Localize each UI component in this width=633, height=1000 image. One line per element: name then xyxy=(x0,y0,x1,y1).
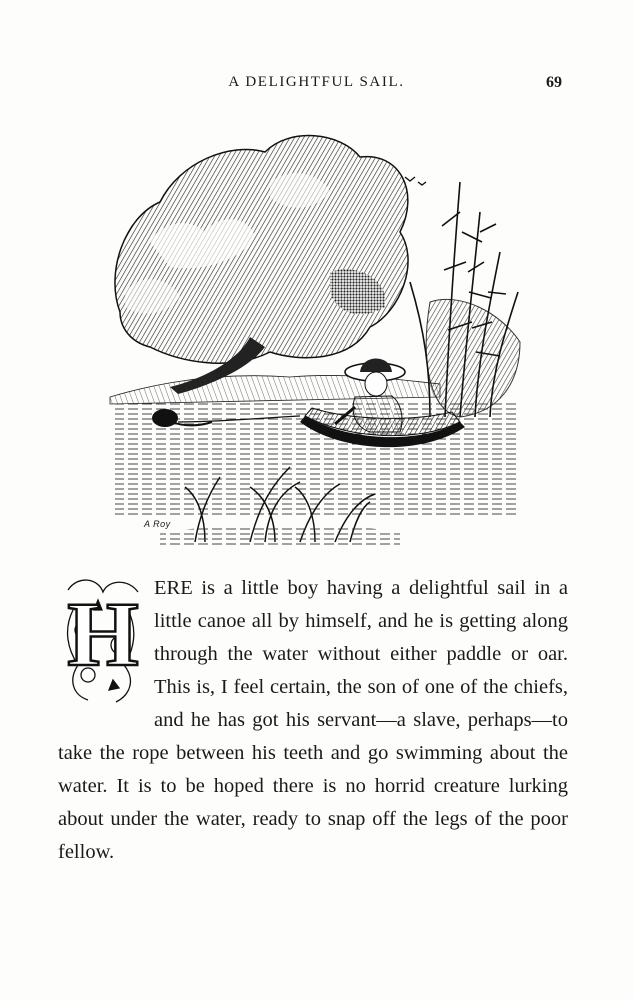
body-text xyxy=(58,572,568,869)
story-paragraph: ERE is a little boy having a delightful sail in a little canoe all by himself, and he is getting along through the water without either paddle or oar. This is, I feel certain, the son of one of the chiefs, and he has got his servant—a slave, perhaps—to take the rope between his teeth and go swimming about the water. It is to be hoped there is no horrid creature lurking about under the water, ready to snap off the legs of the poor fellow. xyxy=(58,577,568,863)
running-title: A DELIGHTFUL SAIL. xyxy=(228,74,405,90)
engraver-signature: A Roy xyxy=(144,519,171,529)
birds-icon xyxy=(405,177,426,185)
decorated-drop-cap-h xyxy=(58,570,148,708)
engraving-illustration xyxy=(100,122,530,564)
page-number: 69 xyxy=(546,74,562,91)
tree-foliage xyxy=(115,136,408,364)
drop-cap-letter: H xyxy=(67,583,139,685)
running-head xyxy=(0,74,633,96)
